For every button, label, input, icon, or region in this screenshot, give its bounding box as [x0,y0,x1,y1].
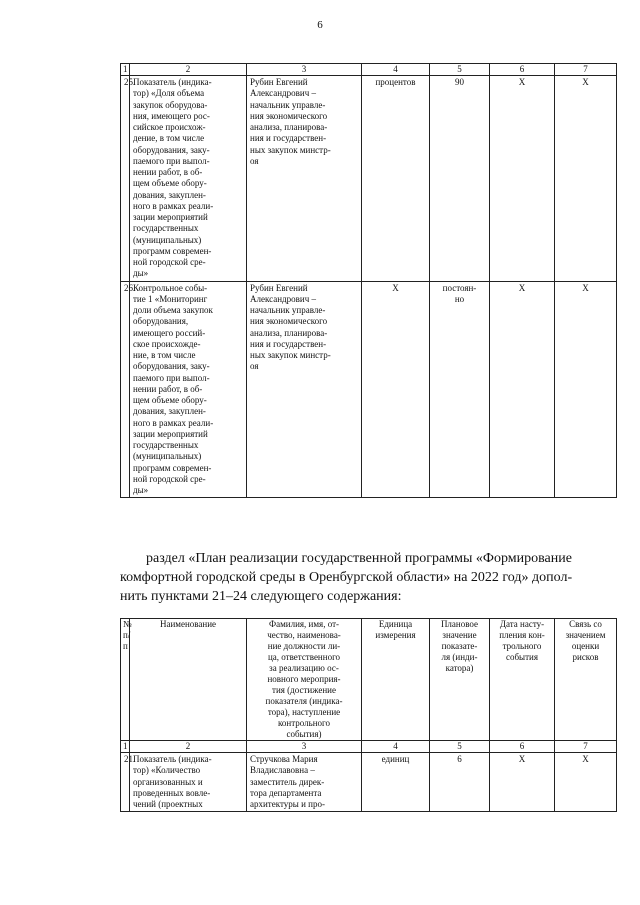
col-num: 5 [430,64,490,76]
text-line: организованных и [133,776,203,787]
column-numbers-row [121,64,617,76]
text-line: щем объеме обору- [133,395,207,405]
text-line: значением [565,630,606,640]
text-line: зации мероприятий [133,428,208,439]
text-line: измерения [375,630,416,640]
risk-link: Х [555,753,617,812]
text-line: тор) «Количество [133,765,201,776]
row-number: 25. [121,76,130,282]
text-line: показателя (индика- [265,696,343,706]
planned-value [430,281,490,498]
text-line: контрольного [277,718,331,728]
text-line: Дата насту- [499,619,545,629]
text-line: сийское происхож- [133,122,206,132]
text-line: ское происхожде- [133,338,201,349]
text-line: ных закупок минстр- [250,144,331,155]
text-line: нении работ, в об- [133,167,203,177]
text-line: начальник управле- [250,305,326,315]
text-line: Контрольное собы- [133,282,208,293]
text-line: начальник управле- [250,99,326,110]
header-value [430,619,490,741]
text-line: ния и государствен- [250,338,327,349]
text-line: дования, закуплен- [133,406,206,417]
text-line: программ современ- [133,462,212,473]
item-name [130,76,247,282]
text-line: Фамилия, имя, от- [268,619,340,629]
text-line: показате- [441,641,478,651]
text-line: п/п [123,630,131,651]
text-line: Единица [378,619,413,629]
col-num: 3 [247,741,362,753]
text-line: проведенных вовле- [133,787,211,798]
col-num: 2 [130,741,247,753]
text-line: оя [250,155,259,166]
text-line: события) [286,729,322,739]
text-line: ца, ответственного [267,652,341,662]
text-line: оборудования, [133,316,189,327]
text-line: (муниципальных) [133,451,202,462]
risk-link: Х [555,76,617,282]
text-line: тора департамента [250,787,322,798]
text-line: за реализацию ос- [269,663,339,673]
text-line: тие 1 «Мониторинг [133,293,208,304]
header-row [121,619,617,741]
text-line: тия (достижение [272,685,336,695]
text-line: значение [442,630,477,640]
col-num: 6 [490,741,555,753]
unit: Х [362,281,430,498]
text-line: Рубин Евгений [250,282,308,293]
unit: процентов [362,76,430,282]
paragraph-line: комфортной городской среды в Оренбургской области» на 2022 год» допол- [120,570,573,585]
event-date: Х [490,753,555,812]
table-row [121,281,617,498]
event-date: Х [490,281,555,498]
unit: единиц [362,753,430,812]
paragraph-line: раздел «План реализации государственной программы «Формирование [146,551,572,566]
text-line: ды» [133,485,149,495]
plan-table [120,618,617,812]
text-line: Александрович – [250,88,316,99]
col-num: 4 [362,64,430,76]
col-num: 3 [247,64,362,76]
text-line: зации мероприятий [133,212,208,222]
text-line: Стручкова Мария [250,754,318,764]
text-line: ного в рамках реали- [133,417,214,428]
text-line: оценки [571,641,600,651]
text-line: ние должности ли- [267,641,341,651]
col-num: 7 [555,741,617,753]
column-numbers-row [121,741,617,753]
header-num [121,619,130,741]
text-line: дования, закуплен- [133,189,206,200]
text-line: ной городской сре- [133,473,206,484]
indicators-table [120,63,617,498]
text-line: оя [250,361,259,372]
col-num: 1 [121,64,130,76]
header-name: Наименование [130,619,247,741]
col-num: 2 [130,64,247,76]
text-line: тор) «Доля объема [133,88,205,99]
text-line: трольного [502,641,542,651]
event-date: Х [490,76,555,282]
text-line: анализа, планирова- [250,327,328,338]
text-line: чений (проектных [133,799,203,809]
col-num: 7 [555,64,617,76]
text-line: государственных [133,223,199,234]
text-line: паемого при выпол- [133,155,210,166]
header-risk [555,619,617,741]
text-line: № [123,619,132,629]
col-num: 4 [362,741,430,753]
text-line: тора), наступление [267,707,341,717]
text-line: имеющего россий- [133,327,206,338]
text-line: паемого при выпол- [133,372,210,383]
text-line: ния экономического [250,316,328,327]
text-line: доли объема закупок [133,305,213,315]
text-line: Рубин Евгений [250,77,308,87]
text-line: пления кон- [499,630,545,640]
text-line: архитектуры и про- [250,799,325,809]
row-number: 21. [121,753,130,812]
text-line: (муниципальных) [133,234,202,245]
text-line: Связь со [569,619,602,629]
planned-value: 6 [430,753,490,812]
planned-value: 90 [430,76,490,282]
text-line: заместитель дирек- [250,776,325,787]
text-line: щем объеме обору- [133,178,207,189]
text-line: оборудования, заку- [133,361,210,372]
col-num: 6 [490,64,555,76]
text-line: ния и государствен- [250,133,327,144]
text-line: чество, наименова- [267,630,341,640]
text-line: программ современ- [133,245,212,256]
text-line: ды» [133,268,149,279]
text-line: рисков [572,652,599,662]
text-line: но [454,293,465,304]
text-line: анализа, планирова- [250,122,328,132]
text-line: ля (инди- [441,652,478,662]
text-line: постоян- [442,282,477,293]
text-line: оборудования, заку- [133,144,210,155]
table-row [121,753,617,812]
text-line: Владиславовна – [250,765,315,776]
text-line: дение, в том числе [133,133,205,144]
text-line: события [505,652,538,662]
text-line: новного мероприя- [267,674,341,684]
text-line: катора) [445,663,474,673]
text-line: Показатель (индика- [133,754,212,764]
col-num: 1 [121,741,130,753]
text-line: ния, имеющего рос- [133,110,210,121]
text-line: закупок оборудова- [133,99,208,110]
item-name [130,753,247,812]
page-number: 6 [317,19,323,31]
header-unit [362,619,430,741]
text-line: ние, в том числе [133,350,196,360]
text-line: ного в рамках реали- [133,200,214,211]
header-responsible [247,619,362,741]
item-name [130,281,247,498]
text-line: ния экономического [250,110,328,121]
row-number: 26. [121,281,130,498]
responsible-person [247,281,362,498]
text-line: ной городской сре- [133,257,206,267]
responsible-person [247,753,362,812]
col-num: 5 [430,741,490,753]
paragraph-line: нить пунктами 21–24 следующего содержания: [120,589,402,604]
table-row [121,76,617,282]
text-line: нении работ, в об- [133,383,203,394]
text-line: Плановое [440,619,479,629]
section-paragraph [120,549,615,606]
risk-link: Х [555,281,617,498]
text-line: государственных [133,440,199,450]
text-line: Александрович – [250,293,316,304]
responsible-person [247,76,362,282]
header-date [490,619,555,741]
text-line: Показатель (индика- [133,77,212,87]
text-line: ных закупок минстр- [250,350,331,360]
